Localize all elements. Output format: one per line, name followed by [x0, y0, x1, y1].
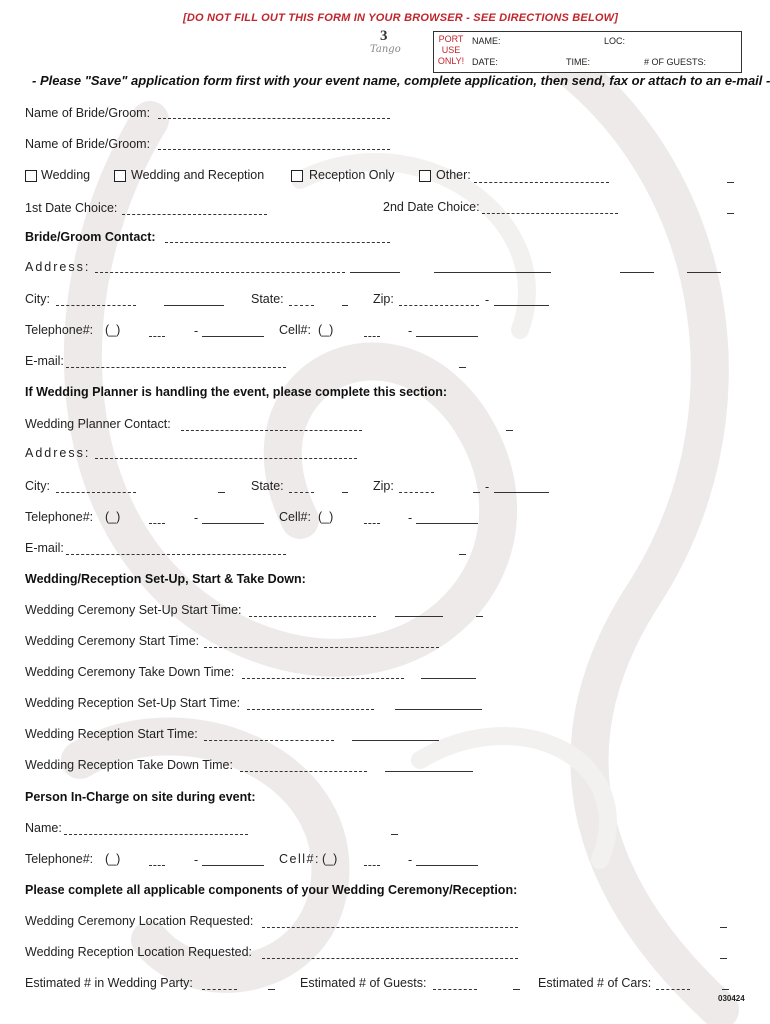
planner-state-field[interactable]: [289, 492, 314, 493]
planner-address-field[interactable]: [95, 458, 357, 459]
planner-zip-label: Zip:: [373, 479, 394, 493]
zip-ext-field[interactable]: [494, 305, 549, 306]
wedding-reception-label: Wedding and Reception: [131, 168, 265, 182]
address-field-3[interactable]: [434, 272, 551, 273]
address-field-5[interactable]: [687, 272, 721, 273]
guests-field[interactable]: [433, 989, 477, 990]
other-checkbox[interactable]: [419, 170, 431, 182]
port-date-label: DATE:: [472, 57, 498, 67]
ceremony-setup-field[interactable]: [249, 616, 376, 617]
ceremony-location-field[interactable]: [262, 927, 518, 928]
planner-state-label: State:: [251, 479, 284, 493]
person-telephone-area[interactable]: (_): [105, 852, 121, 866]
reception-setup-field-2[interactable]: [395, 709, 482, 710]
other-field[interactable]: [474, 182, 609, 183]
state-label: State:: [251, 292, 284, 306]
date-choice-1-label: 1st Date Choice:: [25, 201, 118, 215]
address-field-4[interactable]: [620, 272, 654, 273]
ceremony-takedown-field-2[interactable]: [421, 678, 476, 679]
state-field[interactable]: [289, 305, 314, 306]
planner-zip-end: [473, 492, 480, 493]
wedding-checkbox[interactable]: [25, 170, 37, 182]
telephone-label: Telephone#:: [25, 323, 94, 337]
address-label: Address:: [25, 260, 91, 274]
bride-groom-field-2[interactable]: [158, 149, 390, 150]
reception-takedown-field-2[interactable]: [385, 771, 473, 772]
port-label-3: ONLY!: [437, 56, 465, 66]
port-label-1: PORT: [438, 34, 464, 44]
planner-telephone-label: Telephone#:: [25, 510, 94, 524]
reception-takedown-field[interactable]: [240, 771, 367, 772]
reception-location-end: [720, 958, 727, 959]
reception-start-label: Wedding Reception Start Time:: [25, 727, 198, 741]
planner-cell-label: Cell#:: [279, 510, 311, 524]
ceremony-location-label: Wedding Ceremony Location Requested:: [25, 914, 254, 928]
address-field[interactable]: [95, 272, 345, 273]
guests-label: Estimated # of Guests:: [300, 976, 427, 990]
port-label-2: USE: [441, 45, 461, 55]
person-telephone-label: Telephone#:: [25, 852, 94, 866]
person-cell-label: Cell#:: [279, 852, 320, 866]
person-heading: Person In-Charge on site during event:: [25, 790, 256, 804]
reception-takedown-label: Wedding Reception Take Down Time:: [25, 758, 233, 772]
components-heading: Please complete all applicable components of your Wedding Ceremony/Reception:: [25, 883, 518, 897]
city-field-2[interactable]: [164, 305, 224, 306]
wedding-label: Wedding: [41, 168, 91, 182]
port-guests-label: # OF GUESTS:: [644, 57, 707, 67]
person-name-label: Name:: [25, 821, 62, 835]
planner-email-label: E-mail:: [25, 541, 64, 555]
ceremony-setup-end: [476, 616, 483, 617]
telephone-prefix[interactable]: [149, 336, 165, 337]
planner-telephone-field[interactable]: [202, 523, 264, 524]
email-field-end: [459, 367, 466, 368]
planner-contact-label: Wedding Planner Contact:: [25, 417, 171, 431]
planner-cell-prefix[interactable]: [364, 523, 380, 524]
planner-heading: If Wedding Planner is handling the event, please complete this section:: [25, 385, 448, 399]
cell-field[interactable]: [416, 336, 478, 337]
person-name-end: [391, 834, 398, 835]
reception-location-field[interactable]: [262, 958, 518, 959]
reception-start-field[interactable]: [204, 740, 334, 741]
cell-label: Cell#:: [279, 323, 311, 337]
email-field[interactable]: [66, 367, 286, 368]
cars-end: [722, 989, 729, 990]
port-name-label: NAME:: [472, 36, 501, 46]
reception-start-field-2[interactable]: [352, 740, 439, 741]
instruction-text: - Please "Save" application form first with your event name, complete application, then send, fax or attach to an e-mail -: [32, 73, 770, 88]
ceremony-start-label: Wedding Ceremony Start Time:: [25, 634, 200, 648]
party-label: Estimated # in Wedding Party:: [25, 976, 193, 990]
port-loc-label: LOC:: [604, 36, 626, 46]
planner-city-end: [218, 492, 225, 493]
reception-setup-field[interactable]: [247, 709, 374, 710]
other-label: Other:: [436, 168, 471, 182]
setup-heading: Wedding/Reception Set-Up, Start & Take Down:: [25, 572, 306, 586]
contact-heading: Bride/Groom Contact:: [25, 230, 156, 244]
date-choice-2-field[interactable]: [482, 213, 618, 214]
cars-field[interactable]: [656, 989, 690, 990]
date-choice-2-label: 2nd Date Choice:: [383, 200, 480, 214]
person-name-field[interactable]: [64, 834, 248, 835]
city-field[interactable]: [56, 305, 136, 306]
ceremony-takedown-field[interactable]: [242, 678, 404, 679]
cars-label: Estimated # of Cars:: [538, 976, 652, 990]
bride-groom-label-2: Name of Bride/Groom:: [25, 137, 151, 151]
planner-cell-field[interactable]: [416, 523, 478, 524]
zip-field[interactable]: [399, 305, 479, 306]
reception-only-checkbox[interactable]: [291, 170, 303, 182]
guests-end: [513, 989, 520, 990]
city-label: City:: [25, 292, 50, 306]
ceremony-location-end: [720, 927, 727, 928]
person-cell-prefix[interactable]: [364, 865, 380, 866]
person-telephone-prefix[interactable]: [149, 865, 165, 866]
reception-setup-label: Wedding Reception Set-Up Start Time:: [25, 696, 241, 710]
planner-telephone-area[interactable]: (_): [105, 510, 121, 524]
planner-telephone-prefix[interactable]: [149, 523, 165, 524]
person-cell-field[interactable]: [416, 865, 478, 866]
planner-contact-field[interactable]: [181, 430, 362, 431]
port-use-only-box: [433, 31, 742, 73]
planner-city-field[interactable]: [56, 492, 136, 493]
planner-address-label: Address:: [25, 446, 91, 460]
ceremony-takedown-label: Wedding Ceremony Take Down Time:: [25, 665, 235, 679]
logo-script: Tango: [370, 44, 401, 55]
form-code: 030424: [718, 994, 745, 1003]
planner-email-field[interactable]: [66, 554, 286, 555]
telephone-area[interactable]: (_): [105, 323, 121, 337]
bride-groom-field-1[interactable]: [158, 118, 390, 119]
party-end: [268, 989, 275, 990]
planner-state-end: [342, 492, 348, 493]
date-choice-1-field[interactable]: [122, 214, 267, 215]
reception-location-label: Wedding Reception Location Requested:: [25, 945, 253, 959]
logo-number: 3: [380, 28, 388, 44]
wedding-reception-checkbox[interactable]: [114, 170, 126, 182]
planner-zip-ext-field[interactable]: [494, 492, 549, 493]
other-field-end: [727, 182, 734, 183]
ceremony-setup-label: Wedding Ceremony Set-Up Start Time:: [25, 603, 242, 617]
zip-label: Zip:: [373, 292, 394, 306]
browser-warning: [DO NOT FILL OUT THIS FORM IN YOUR BROWSER - SEE DIRECTIONS BELOW]: [183, 12, 619, 24]
planner-cell-area[interactable]: (_): [318, 510, 334, 524]
planner-city-label: City:: [25, 479, 50, 493]
planner-contact-end: [506, 430, 513, 431]
address-field-2[interactable]: [350, 272, 400, 273]
person-telephone-field[interactable]: [202, 865, 264, 866]
reception-only-label: Reception Only: [309, 168, 395, 182]
planner-zip-field[interactable]: [399, 492, 434, 493]
telephone-field[interactable]: [202, 336, 264, 337]
planner-email-end: [459, 554, 466, 555]
ceremony-start-field[interactable]: [204, 647, 439, 648]
cell-area[interactable]: (_): [318, 323, 334, 337]
port-time-label: TIME:: [566, 57, 590, 67]
email-label: E-mail:: [25, 354, 64, 368]
ceremony-setup-field-2[interactable]: [395, 616, 443, 617]
cell-prefix[interactable]: [364, 336, 380, 337]
date-choice-2-end: [727, 213, 734, 214]
person-cell-area[interactable]: (_): [322, 852, 338, 866]
contact-field[interactable]: [165, 242, 390, 243]
party-field[interactable]: [202, 989, 237, 990]
state-field-end: [342, 305, 348, 306]
bride-groom-label-1: Name of Bride/Groom:: [25, 106, 151, 120]
